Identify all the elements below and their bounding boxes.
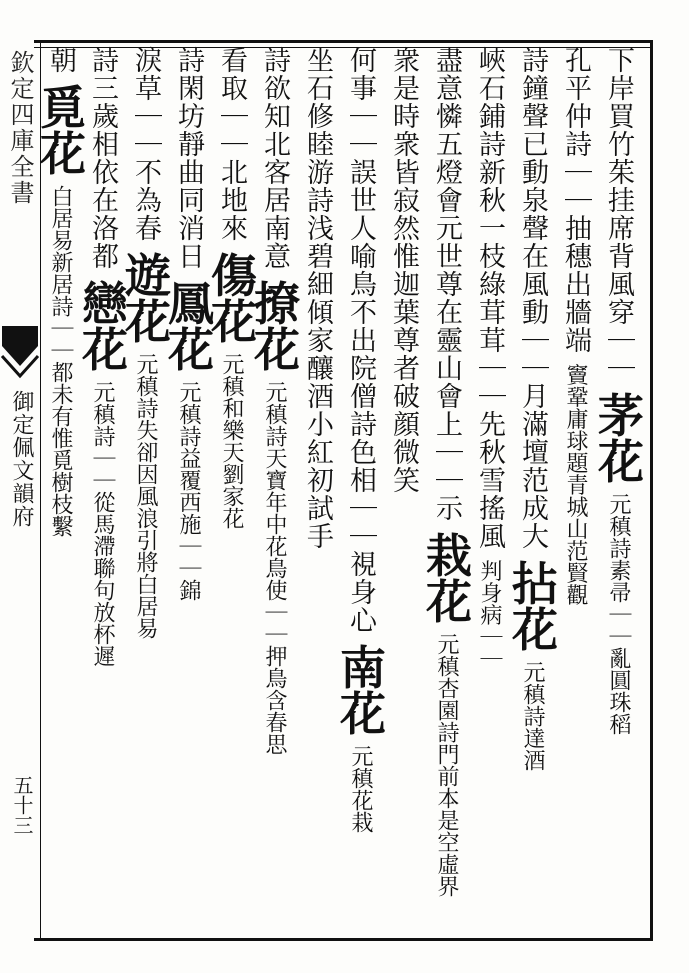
text-column-7	[333, 46, 387, 926]
text-column-2	[553, 46, 597, 926]
col14-text: 朝	[45, 46, 76, 74]
text-column-12	[118, 46, 172, 926]
text-column-14	[33, 46, 87, 926]
text-column-10	[204, 46, 258, 926]
spine-page-number: 五十三	[10, 775, 34, 835]
entry-lianhua-source: 元稹詩｜｜從馬滯聯句放杯遲	[90, 381, 115, 668]
entry-youhua: 遊花	[118, 251, 172, 344]
text-column-3	[505, 46, 559, 926]
col2-text: 孔平仲詩｜｜抽穗出牆端	[560, 46, 591, 354]
text-column-13	[75, 46, 129, 926]
col1-text-a: 下岸買竹茱挂席背風穿｜｜	[603, 46, 634, 382]
entry-maohua-source: 元稹詩素帚｜｜亂圓珠稻	[606, 493, 631, 736]
entry-mihua-source: 白居易新居詩｜｜都未有惟覓樹枝繫	[48, 185, 73, 538]
entry-shanghua: 傷花	[204, 251, 258, 344]
col8-text: 坐石修睦游詩浅碧細傾家釀酒小紅初試手	[302, 46, 333, 550]
entry-fenghua: 鳳花	[161, 279, 215, 372]
text-column-9	[247, 46, 301, 926]
col10-text: 看取｜｜北地來	[216, 46, 247, 242]
text-column-6	[381, 46, 425, 926]
spine-book-title: 御定佩文韻府	[9, 390, 34, 528]
text-column-8	[295, 46, 339, 926]
entry-liaohua-source: 元稹詩天寶年中花鳥使｜｜押鳥含春思	[262, 381, 287, 756]
entry-zhanhua: 拈花	[505, 559, 559, 652]
entry-maohua: 茅花	[591, 391, 645, 484]
col11-text: 詩閑坊靜曲同消日	[173, 46, 204, 270]
col13-text: 詩三歲相依在洛都	[87, 46, 118, 270]
col5-text: 盡意憐五燈會元世尊在靈山會上｜｜示	[431, 46, 462, 522]
entry-liaohua: 撩花	[247, 279, 301, 372]
entry-youhua-source: 元稹詩失卻因風浪引將白居易	[133, 353, 158, 640]
entry-nanhua-source: 元稹花栽	[348, 745, 373, 834]
col4-text: 峽石鋪詩新秋一枝綠茸茸｜｜先秋雪搖風	[474, 46, 505, 550]
entry-caihua-source: 元稹杏園詩門前本是空虛界	[434, 633, 459, 898]
fishtail-mark-icon	[0, 326, 40, 386]
text-column-1	[591, 46, 645, 926]
entry-zhanhua-source: 元稹詩達酒	[520, 661, 545, 772]
col3-text: 詩鐘聲已動泉聲在風動｜｜月滿壇范成大	[517, 46, 548, 550]
entry-lianhua: 戀花	[75, 279, 129, 372]
text-column-11	[161, 46, 215, 926]
col6-text: 衆是時衆皆寂然惟迦葉尊者破顔微笑	[388, 46, 419, 494]
col4-note: 判身病｜｜	[477, 559, 502, 670]
text-column-4	[467, 46, 511, 926]
col2-source: 竇鞏庸球題青城山范賢觀	[563, 363, 588, 606]
col12-text: 淚草｜｜不為春	[130, 46, 161, 242]
col9-text: 詩欲知北客居南意	[259, 46, 290, 270]
entry-shanghua-source: 元稹和樂天劉家花	[219, 353, 244, 530]
entry-caihua: 栽花	[419, 531, 473, 624]
entry-nanhua: 南花	[333, 643, 387, 736]
entry-fenghua-source: 元稹詩益覆西施｜｜錦	[176, 381, 201, 602]
entry-mihua: 覓花	[33, 83, 87, 176]
text-column-5	[419, 46, 473, 926]
spine-title: 欽定四庫全書	[6, 50, 34, 206]
col7-text: 何事｜｜誤世人喻鳥不出院僧詩色相｜｜視身心	[345, 46, 376, 634]
